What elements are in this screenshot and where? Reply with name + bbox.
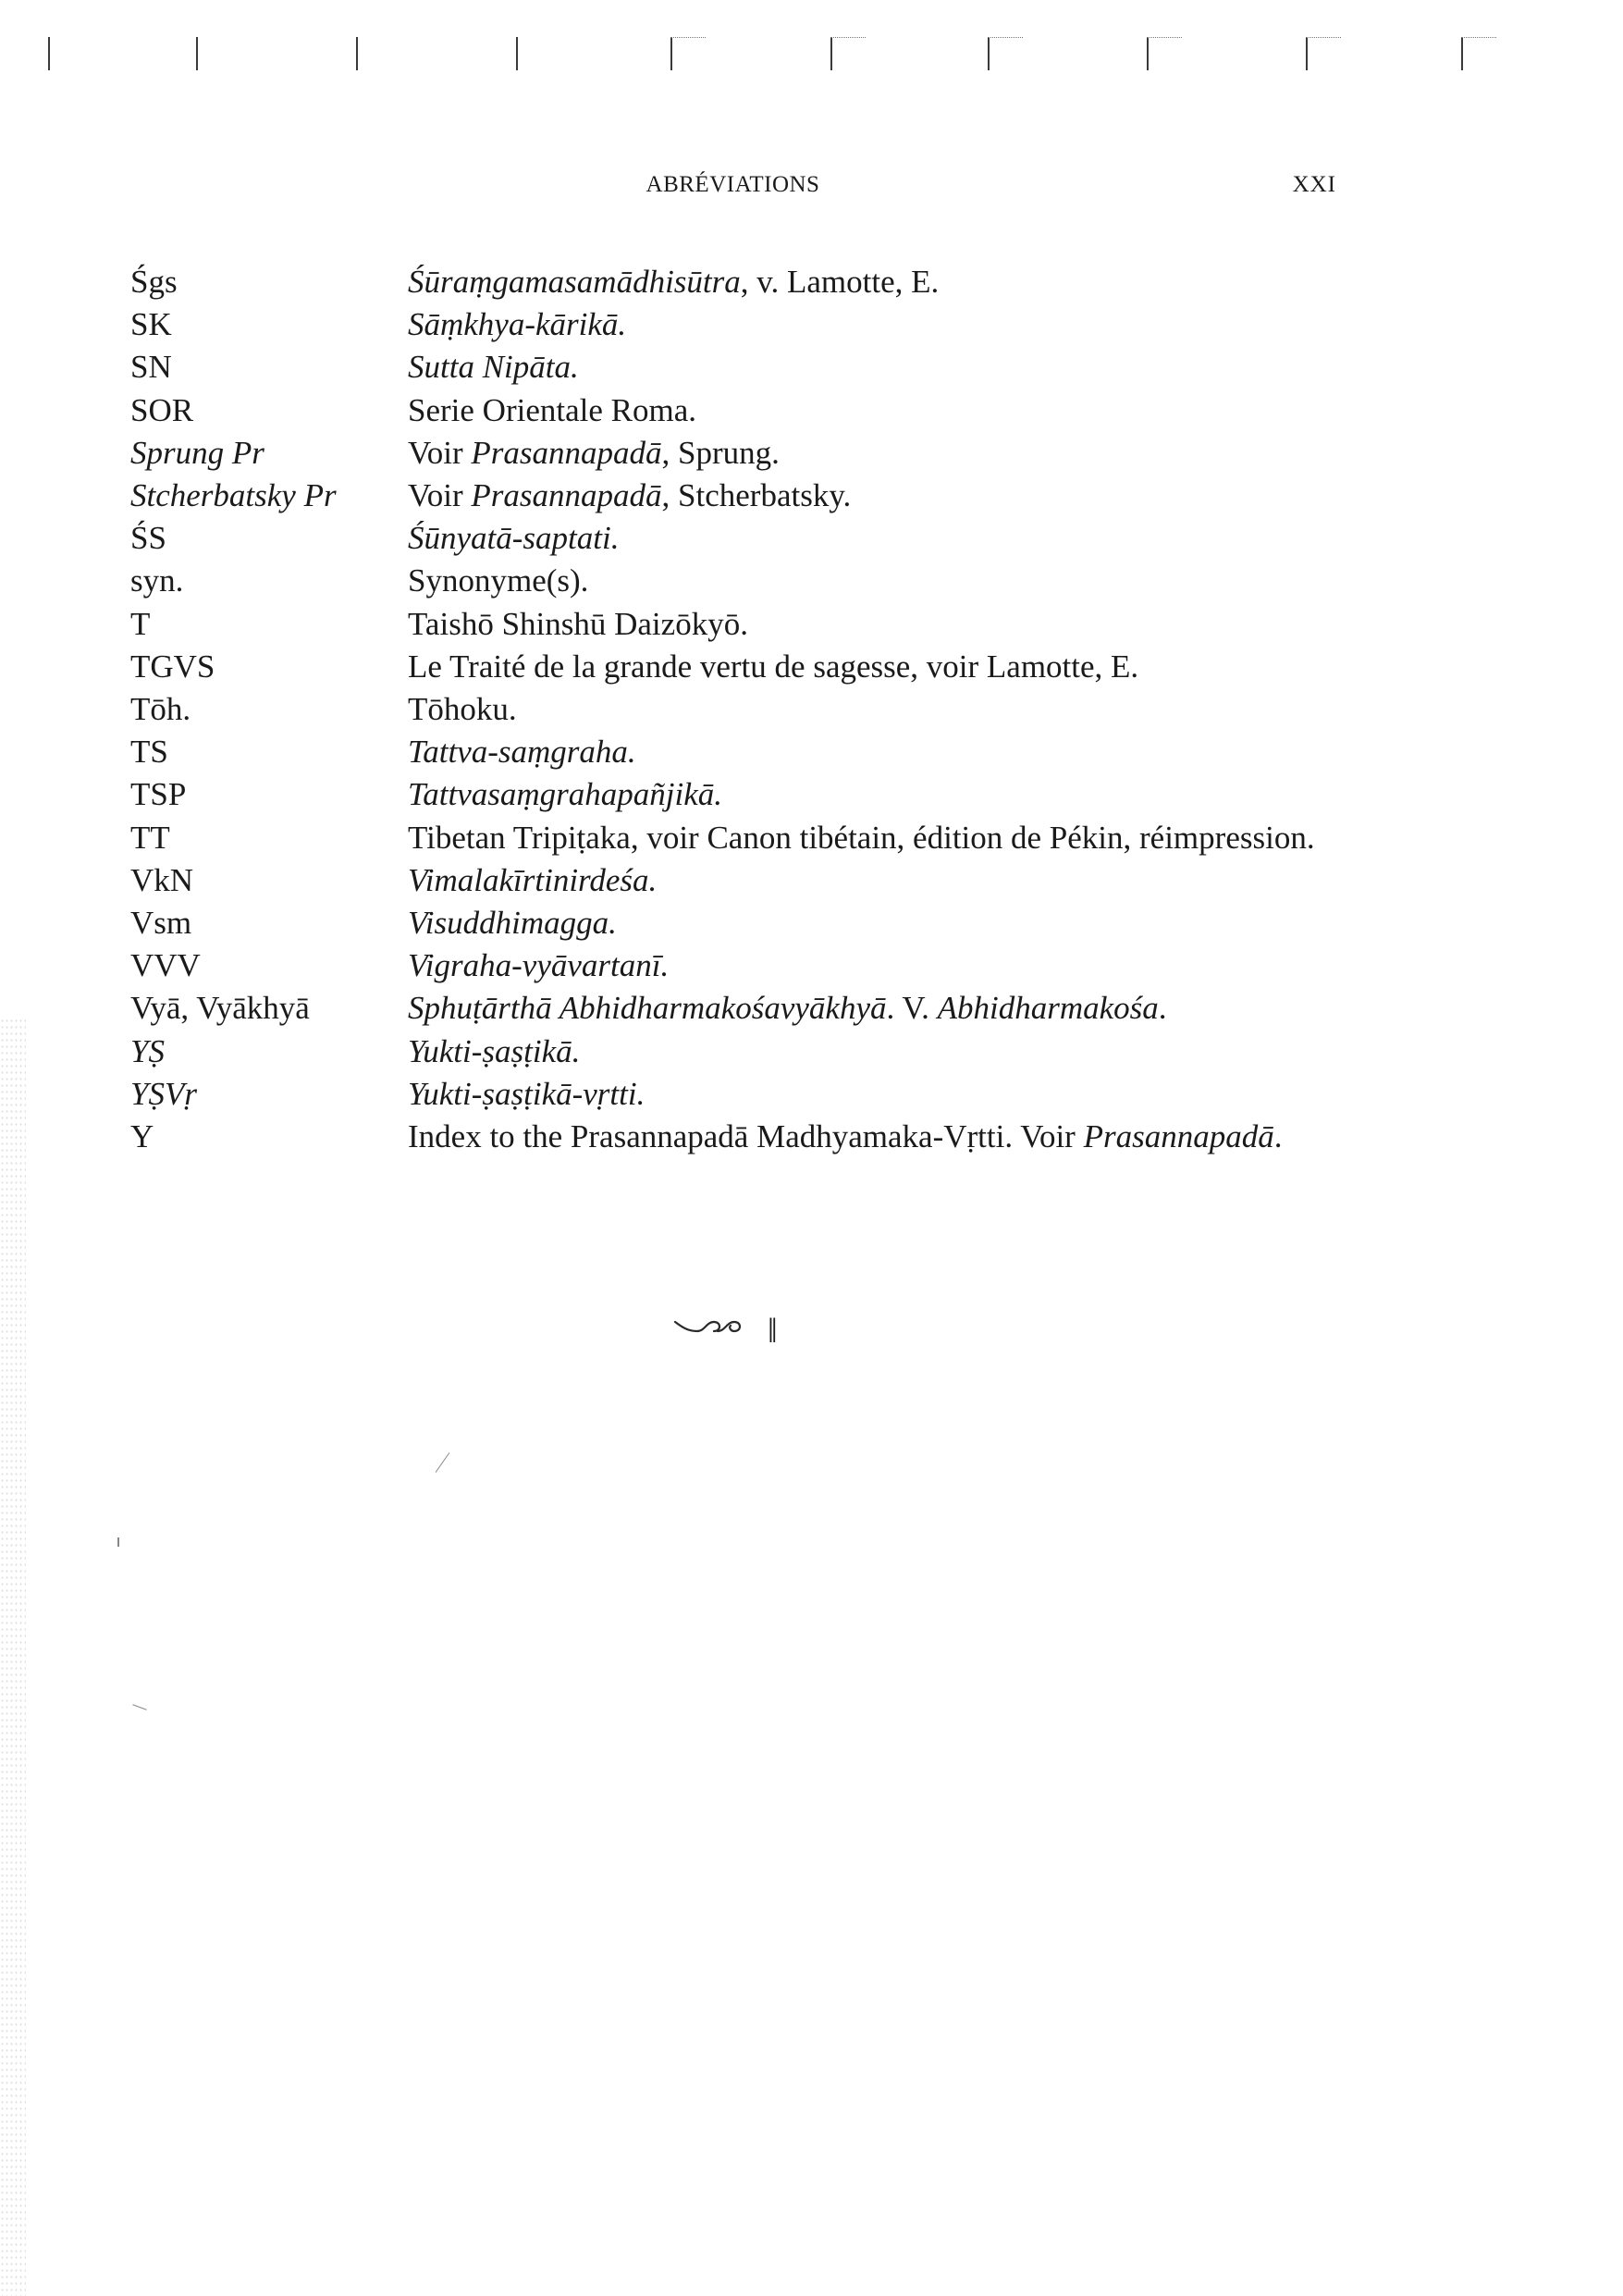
abbreviation-definition: [408, 859, 1338, 902]
definition-text: Sphuṭārthā Abhidharmakośavyākhyā: [408, 990, 887, 1027]
abbreviation-term: YṢ: [130, 1032, 165, 1069]
page-number: XXI: [1292, 172, 1336, 197]
definition-text: Voir: [408, 434, 472, 471]
scan-mark: [48, 37, 50, 70]
abbreviation-term: SN: [130, 349, 172, 386]
abbreviation-entry: [130, 261, 1338, 303]
ornament-bar: ‖: [768, 1312, 778, 1351]
abbreviation-term: SOR: [130, 391, 194, 428]
definition-text: Sāṃkhya-kārikā.: [408, 306, 627, 343]
abbreviation-entry: [130, 1116, 1338, 1158]
definition-text: Tattvasaṃgrahapañjikā.: [408, 776, 722, 813]
abbreviation-term: Vsm: [130, 905, 192, 942]
definition-text: Le Traité de la grande vertu de sagesse, voir Lamotte, E.: [408, 648, 1139, 685]
abbreviation-definition: [408, 346, 1338, 389]
abbreviation-definition: [408, 603, 1338, 646]
scan-speck: [117, 1537, 119, 1547]
abbreviation-entry: [130, 346, 1338, 389]
definition-text: . V.: [886, 990, 938, 1027]
abbreviation-definition: [408, 517, 1338, 560]
swash-ornament-icon: [671, 1309, 801, 1355]
definition-text: Śūnyatā-saptati.: [408, 520, 620, 557]
definition-text: , v. Lamotte, E.: [740, 264, 940, 300]
abbreviation-term: TS: [130, 734, 168, 771]
abbreviation-definition: [408, 303, 1338, 346]
abbreviation-term: Sprung Pr: [130, 434, 264, 471]
abbreviation-entry: [130, 1073, 1338, 1116]
abbreviation-term: YṢVṛ: [130, 1075, 197, 1112]
definition-text: Tibetan Tripiṭaka, voir Canon tibétain, édition de Pékin, réimpression.: [408, 819, 1315, 856]
abbreviation-term: Vyā, Vyākhyā: [130, 990, 310, 1027]
definition-text: Taishō Shinshū Daizōkyō.: [408, 605, 748, 642]
definition-text: Śūraṃgamasamādhisūtra: [408, 264, 741, 300]
abbreviation-term: VkN: [130, 861, 194, 898]
abbreviation-entry: [130, 859, 1338, 902]
abbreviation-definition: [408, 432, 1338, 475]
abbreviation-definition: [408, 731, 1338, 773]
abbreviation-definition: [408, 1031, 1338, 1073]
scan-noise: [0, 1018, 26, 2296]
abbreviation-definition: [408, 987, 1338, 1030]
definition-text: Serie Orientale Roma.: [408, 391, 696, 428]
abbreviation-entry: [130, 517, 1338, 560]
abbreviation-term: SK: [130, 306, 172, 343]
abbreviation-definition: [408, 261, 1338, 303]
abbreviation-term: TGVS: [130, 648, 215, 685]
scan-mark: [1306, 37, 1308, 70]
abbreviation-entry: [130, 432, 1338, 475]
abbreviation-definition: [408, 688, 1338, 731]
abbreviation-term: ŚS: [130, 520, 166, 557]
abbreviation-term: Stcherbatsky Pr: [130, 477, 337, 514]
abbreviation-entry: [130, 688, 1338, 731]
header-title: ABRÉVIATIONS: [646, 172, 820, 197]
definition-text: Prasannapadā: [471, 477, 662, 514]
abbreviation-definition: [408, 817, 1338, 859]
definition-text: .: [1158, 990, 1167, 1027]
abbreviation-entry: [130, 944, 1338, 987]
abbreviation-entry: [130, 817, 1338, 859]
definition-text: Prasannapadā: [471, 434, 662, 471]
definition-text: Prasannapadā: [1083, 1118, 1274, 1155]
scan-edge-marks: [0, 37, 1623, 74]
running-header: [129, 172, 1336, 209]
abbreviation-definition: [408, 1116, 1338, 1158]
abbreviation-term: Śgs: [130, 264, 178, 300]
scan-speck: [436, 1452, 450, 1473]
definition-text: Vimalakīrtinirdeśa.: [408, 861, 658, 898]
abbreviation-term: TSP: [130, 776, 187, 813]
definition-text: Abhidharmakośa: [937, 990, 1159, 1027]
abbreviation-definition: [408, 1073, 1338, 1116]
definition-text: Voir: [408, 477, 472, 514]
abbreviation-entry: [130, 646, 1338, 688]
abbreviation-definition: [408, 944, 1338, 987]
definition-text: .: [1273, 1118, 1283, 1155]
scan-mark: [988, 37, 990, 70]
abbreviation-definition: [408, 475, 1338, 517]
abbreviation-term: VVV: [130, 947, 201, 984]
scan-mark: [356, 37, 358, 70]
scan-mark: [830, 37, 832, 70]
definition-text: Index to the Prasannapadā Madhyamaka-Vṛtti. Voir: [408, 1118, 1084, 1155]
definition-text: Tattva-saṃgraha.: [408, 734, 636, 771]
abbreviation-entry: [130, 603, 1338, 646]
abbreviation-definition: [408, 902, 1338, 944]
abbreviation-definition: [408, 773, 1338, 816]
definition-text: Vigraha-vyāvartanī.: [408, 947, 670, 984]
abbreviation-entry: [130, 389, 1338, 432]
definition-text: , Sprung.: [661, 434, 780, 471]
abbreviation-entry: [130, 773, 1338, 816]
abbreviation-term: TT: [130, 819, 170, 856]
abbreviation-term: Y: [130, 1118, 154, 1155]
scan-mark: [1147, 37, 1149, 70]
abbreviation-entry: [130, 475, 1338, 517]
definition-text: Yukti-ṣaṣṭikā-vṛtti.: [408, 1075, 646, 1112]
abbreviation-entry: [130, 731, 1338, 773]
scan-mark: [196, 37, 198, 70]
abbreviation-term: T: [130, 605, 151, 642]
definition-text: , Stcherbatsky.: [661, 477, 852, 514]
definition-text: Yukti-ṣaṣṭikā.: [408, 1032, 581, 1069]
abbreviation-entry: [130, 987, 1338, 1030]
abbreviation-term: Tōh.: [130, 691, 191, 728]
scan-mark: [1461, 37, 1463, 70]
scan-mark: [516, 37, 518, 70]
definition-text: Sutta Nipāta.: [408, 349, 579, 386]
abbreviation-definition: [408, 560, 1338, 602]
abbreviation-list: [130, 261, 1338, 1158]
abbreviation-entry: [130, 303, 1338, 346]
end-ornament: [671, 1309, 801, 1355]
abbreviation-entry: [130, 1031, 1338, 1073]
definition-text: Tōhoku.: [408, 691, 517, 728]
abbreviation-definition: [408, 389, 1338, 432]
abbreviation-entry: [130, 560, 1338, 602]
abbreviation-entry: [130, 902, 1338, 944]
abbreviation-definition: [408, 646, 1338, 688]
definition-text: Synonyme(s).: [408, 562, 589, 599]
abbreviation-term: syn.: [130, 562, 184, 599]
definition-text: Visuddhimagga.: [408, 905, 617, 942]
scan-mark: [670, 37, 672, 70]
scan-speck: [132, 1704, 146, 1710]
